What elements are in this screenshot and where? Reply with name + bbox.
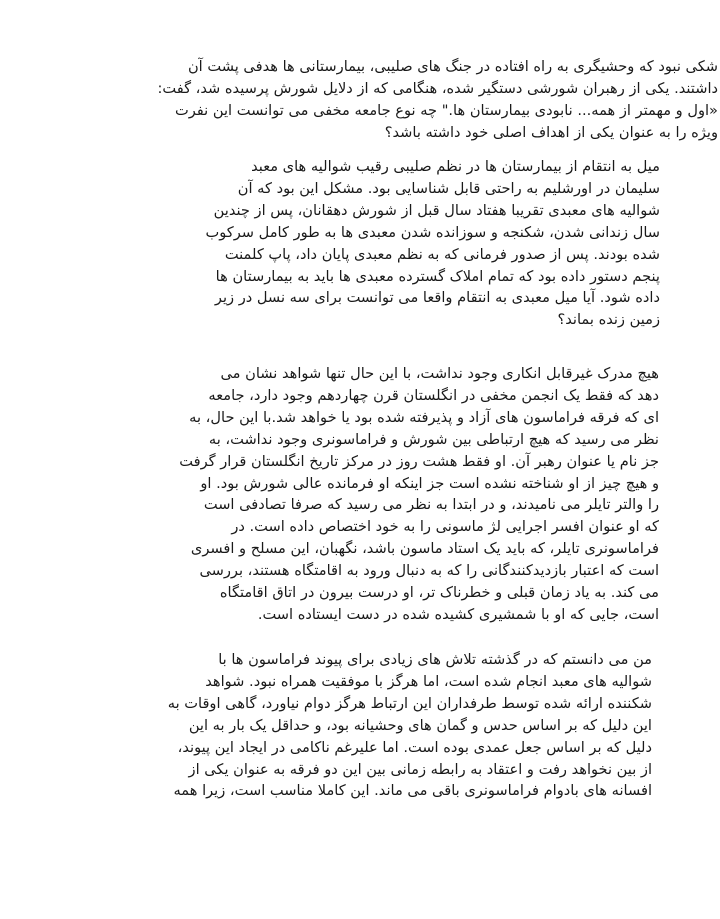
text-line: فراماسونری تایلر، که باید یک استاد ماسون باشد، نگهبان، این مسلح و افسری [190,540,659,558]
text-line: نظر می رسید که هیچ ارتباطی بین شورش و فراماسونری وجود نداشت، به [208,430,659,448]
text-line: این دلیل که بر اساس حدس و گمان های وحشیانه بود، و حداقل یک بار به این [188,716,652,734]
text-line: دلیل که بر اساس جعل عمدی بوده است. اما علیرغم ناکامی در ایجاد این پیوند، [177,738,652,756]
text-line: داشتند. یکی از رهبران شورشی دستگیر شده، هنگامی که از دلایل شورش پرسیده شد، گفت: [157,79,718,97]
text-line: سلیمان در اورشلیم به راحتی قابل شناسایی بود. مشکل این بود که آن [237,179,660,197]
text-line: و هیچ چیز از او شناخته نشده است جز اینکه او فرمانده عالی شورش بود. او [200,474,659,492]
text-line: می کند. به یاد زمان قبلی و خطرناک تر، او درست بیرون در اتاق اقامتگاه [219,584,659,602]
text-line: شده بودند. پس از صدور فرمانی که به نظم معبدی پایان داد، پاپ کلمنت [224,245,660,263]
paragraph-3 [117,363,659,626]
text-line: داده شود. آیا میل معبدی به انتقام واقعا می توانست برای سه نسل در زیر [214,289,660,307]
text-line: که او عنوان افسر اجرایی لژ ماسونی را به خود اختصاص داده است. در [231,518,659,536]
paragraph-2 [100,156,660,331]
text-line: شوالیه های معبد انجام شده است، اما هرگز با موفقیت همراه نبود. شواهد [205,672,652,690]
text-line: شکننده ارائه شده توسط طرفداران این ارتباط هرگز دوام نیاورد، گاهی اوقات به [167,694,652,712]
text-line: هیچ مدرک غیرقابل انکاری وجود نداشت، با این حال تنها شواهد نشان می [220,365,659,382]
text-line: ای که فرقه فراماسون های آزاد و پذیرفته شده بود یا خواهد شد.با این حال، به [189,408,659,426]
paragraph-4 [97,649,652,802]
text-line: میل به انتقام از بیمارستان ها در نظم صلیبی رقیب شوالیه های معبد [251,158,660,175]
text-line: شوالیه های معبدی تقریبا هفتاد سال قبل از شورش دهقانان، پس از چندین [213,201,660,219]
text-line: را والتر تایلر می نامیدند، و در ابتدا به نظر می رسید که صرفا تصادفی است [203,496,659,514]
text-line: افسانه های بادوام فراماسونری باقی می ماند. این کاملا مناسب است، زیرا همه [173,782,652,800]
text-line: جز نام یا عنوان رهبر آن. او فقط هشت روز در مرکز تاریخ انگلستان قرار گرفت [179,452,659,470]
text-line: سال زندانی شدن، شکنجه و سوزانده شدن معبدی ها به طور کامل سرکوب [205,223,660,241]
text-line: ویژه را به عنوان یکی از اهداف اصلی خود داشته باشد؟ [384,123,718,141]
text-line: پنجم دستور داده بود که تمام املاک گسترده معبدی ها باید به بیمارستان ها [215,267,660,285]
text-line: شکی نبود که وحشیگری به راه افتاده در جنگ های صلیبی، بیمارستانی ها هدفی پشت آن [187,58,718,75]
paragraph-1 [107,56,718,144]
text-line: من می دانستم که در گذشته تلاش های زیادی برای پیوند فراماسون ها با [218,651,652,668]
text-line: «اول و مهمتر از همه... نابودی بیمارستان ها." چه نوع جامعه مخفی می توانست این نفرت [175,101,718,119]
text-line: از بین نخواهد رفت و اعتقاد به رابطه زمانی بین این دو فرقه به عنوان یکی از [188,760,652,778]
text-line: است که اعتبار بازدیدکنندگانی را که به دنبال ورود به اقامتگاه هستند، بررسی [199,562,659,580]
text-line: زمین زنده بماند؟ [557,311,660,329]
text-line: است، جایی که او با شمشیری کشیده شده در دست ایستاده است. [257,605,659,623]
text-line: دهد که فقط یک انجمن مخفی در انگلستان قرن چهاردهم وجود دارد، جامعه [208,386,659,404]
